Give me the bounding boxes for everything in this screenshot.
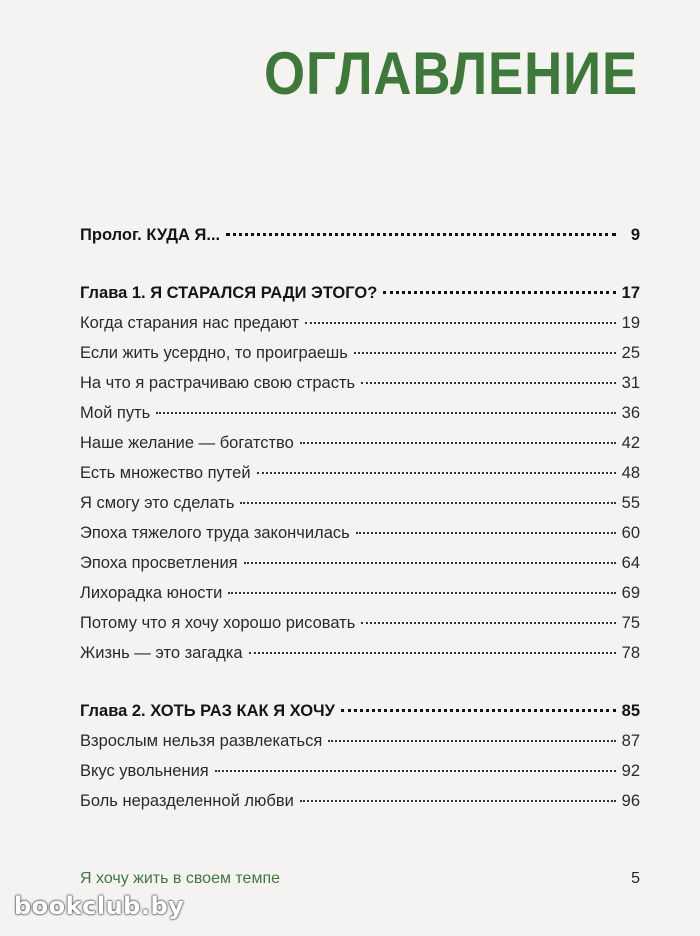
toc-prologue bbox=[80, 226, 640, 256]
dot-leader bbox=[305, 322, 616, 324]
toc-entry-label: Взрослым нельзя развлекаться bbox=[80, 732, 323, 750]
toc-item bbox=[80, 374, 640, 404]
dot-leader bbox=[300, 800, 616, 802]
toc-page-number: 36 bbox=[621, 404, 640, 422]
toc-entry-label: Жизнь — это загадка bbox=[80, 644, 243, 662]
dot-leader bbox=[383, 291, 615, 294]
toc-chapter-label: Глава 2. ХОТЬ РАЗ КАК Я ХОЧУ bbox=[80, 702, 335, 720]
toc-item bbox=[80, 644, 640, 674]
toc-item bbox=[80, 494, 640, 524]
toc-item bbox=[80, 404, 640, 434]
page-number: 5 bbox=[631, 870, 640, 887]
site-watermark: bookclub.by bbox=[14, 892, 185, 920]
toc-entry-label: Боль неразделенной любви bbox=[80, 792, 294, 810]
toc-page-number: 60 bbox=[621, 524, 640, 542]
toc-entry-label: Эпоха просветления bbox=[80, 554, 238, 572]
toc-chapter-2 bbox=[80, 702, 640, 732]
toc-entry-label: Лихорадка юности bbox=[80, 584, 223, 602]
dot-leader bbox=[361, 622, 615, 624]
toc-item bbox=[80, 464, 640, 494]
toc-entry-label: Мой путь bbox=[80, 404, 151, 422]
dot-leader bbox=[228, 592, 615, 594]
toc-page-number: 9 bbox=[630, 226, 640, 244]
toc-page-number: 85 bbox=[621, 702, 640, 720]
toc-entry-label: Я смогу это сделать bbox=[80, 494, 235, 512]
toc-page-number: 64 bbox=[621, 554, 640, 572]
toc-page-number: 78 bbox=[621, 644, 640, 662]
section-gap bbox=[80, 256, 640, 284]
dot-leader bbox=[249, 652, 616, 654]
page-footer bbox=[80, 870, 640, 888]
dot-leader bbox=[341, 709, 616, 712]
dot-leader bbox=[244, 562, 616, 564]
toc-entry-label: На что я растрачиваю свою страсть bbox=[80, 374, 356, 392]
toc-item bbox=[80, 524, 640, 554]
dot-leader bbox=[300, 442, 616, 444]
toc-item bbox=[80, 554, 640, 584]
toc-page-number: 92 bbox=[621, 762, 640, 780]
toc-page-number: 87 bbox=[621, 732, 640, 750]
toc-item bbox=[80, 792, 640, 822]
toc-page-number: 17 bbox=[621, 284, 640, 302]
table-of-contents bbox=[80, 226, 640, 822]
toc-item bbox=[80, 314, 640, 344]
toc-entry-label: Эпоха тяжелого труда закончилась bbox=[80, 524, 350, 542]
toc-entry-label: Наше желание — богатство bbox=[80, 434, 294, 452]
section-gap bbox=[80, 674, 640, 702]
dot-leader bbox=[356, 532, 616, 534]
toc-entry-label: Когда старания нас предают bbox=[80, 314, 299, 332]
toc-item bbox=[80, 584, 640, 614]
page-title: ОГЛАВЛЕНИЕ bbox=[263, 40, 638, 107]
dot-leader bbox=[240, 502, 615, 504]
dot-leader bbox=[226, 233, 616, 236]
toc-page-number: 48 bbox=[621, 464, 640, 482]
dot-leader bbox=[354, 352, 616, 354]
toc-entry-label: Пролог. КУДА Я... bbox=[80, 226, 221, 244]
toc-entry-label: Есть множество путей bbox=[80, 464, 251, 482]
dot-leader bbox=[328, 740, 615, 742]
dot-leader bbox=[156, 412, 615, 414]
toc-page-number: 25 bbox=[621, 344, 640, 362]
dot-leader bbox=[361, 382, 616, 384]
toc-item bbox=[80, 434, 640, 464]
toc-entry-label: Потому что я хочу хорошо рисовать bbox=[80, 614, 356, 632]
toc-page-number: 96 bbox=[621, 792, 640, 810]
dot-leader bbox=[257, 472, 616, 474]
toc-page-number: 42 bbox=[621, 434, 640, 452]
toc-item bbox=[80, 762, 640, 792]
toc-page-number: 31 bbox=[621, 374, 640, 392]
running-book-title: Я хочу жить в своем темпе bbox=[80, 870, 281, 887]
toc-item bbox=[80, 732, 640, 762]
toc-chapter-label: Глава 1. Я СТАРАЛСЯ РАДИ ЭТОГО? bbox=[80, 284, 378, 302]
toc-item bbox=[80, 614, 640, 644]
dot-leader bbox=[215, 770, 616, 772]
toc-page-number: 19 bbox=[621, 314, 640, 332]
toc-chapter-1 bbox=[80, 284, 640, 314]
toc-entry-label: Вкус увольнения bbox=[80, 762, 209, 780]
toc-page-number: 55 bbox=[621, 494, 640, 512]
toc-page-number: 75 bbox=[621, 614, 640, 632]
toc-page-number: 69 bbox=[621, 584, 640, 602]
toc-item bbox=[80, 344, 640, 374]
toc-entry-label: Если жить усердно, то проиграешь bbox=[80, 344, 348, 362]
